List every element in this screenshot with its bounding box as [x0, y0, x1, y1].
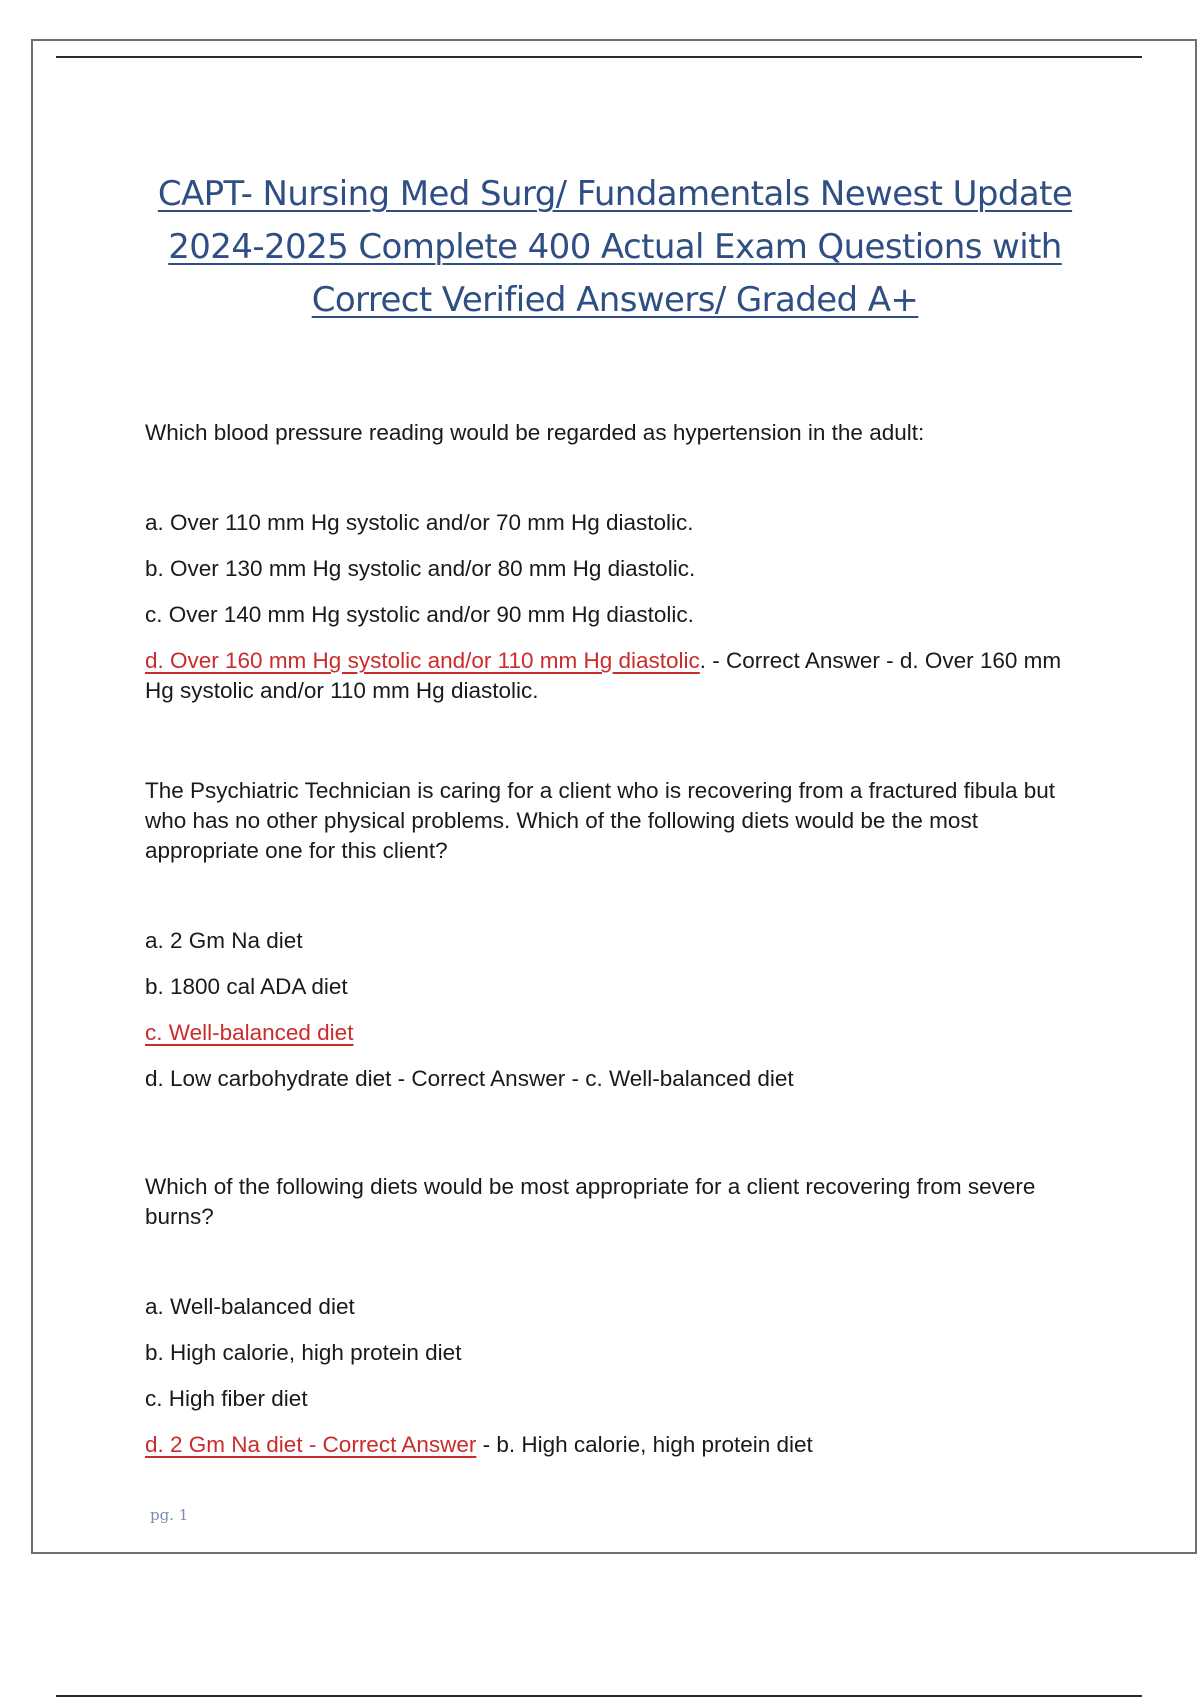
footer-rule — [56, 1695, 1142, 1697]
option-a: a. 2 Gm Na diet — [145, 928, 303, 953]
option-list — [145, 926, 1085, 1094]
option-d — [145, 1430, 1085, 1460]
highlighted-answer: d. Over 160 mm Hg systolic and/or 110 mm Hg diastolic — [145, 648, 700, 673]
question-text: Which of the following diets would be most appropriate for a client recovering from severe burns? — [145, 1174, 1036, 1229]
document-title — [120, 168, 1110, 327]
title-line-1: CAPT- Nursing Med Surg/ Fundamentals Newest Update — [157, 174, 1073, 214]
question-block-1 — [145, 418, 1085, 722]
option-list — [145, 508, 1085, 706]
question-block-3 — [145, 1172, 1085, 1476]
option-d: d. Low carbohydrate diet - Correct Answer - c. Well-balanced diet — [145, 1066, 794, 1091]
answer-explanation: . - Correct Answer - d. Over 160 mm Hg systolic and/or 110 mm Hg diastolic. — [145, 648, 1062, 703]
option-b: b. High calorie, high protein diet — [145, 1340, 462, 1365]
highlighted-answer: d. 2 Gm Na diet - Correct Answer — [145, 1432, 477, 1457]
header-rule — [56, 56, 1142, 58]
answer-explanation: - b. High calorie, high protein diet — [476, 1432, 813, 1457]
question-text: The Psychiatric Technician is caring for a client who is recovering from a fractured fibula but who has no other physical problems. Which of the following diets would be the most appropriate one for this client? — [145, 778, 1055, 863]
option-c — [145, 1018, 1085, 1048]
option-b: b. 1800 cal ADA diet — [145, 974, 348, 999]
page-number: pg. 1 — [150, 1506, 189, 1524]
option-b: b. Over 130 mm Hg systolic and/or 80 mm Hg diastolic. — [145, 556, 696, 581]
title-line-2: 2024-2025 Complete 400 Actual Exam Questions with — [168, 227, 1062, 267]
question-block-2 — [145, 776, 1085, 1110]
option-list — [145, 1292, 1085, 1460]
title-line-3: Correct Verified Answers/ Graded A+ — [311, 280, 919, 320]
option-d — [145, 646, 1085, 706]
option-a: a. Over 110 mm Hg systolic and/or 70 mm Hg diastolic. — [145, 510, 694, 535]
question-text: Which blood pressure reading would be regarded as hypertension in the adult: — [145, 420, 925, 445]
option-a: a. Well-balanced diet — [145, 1294, 355, 1319]
option-c: c. Over 140 mm Hg systolic and/or 90 mm Hg diastolic. — [145, 602, 694, 627]
highlighted-answer: c. Well-balanced diet — [145, 1020, 354, 1045]
option-c: c. High fiber diet — [145, 1386, 308, 1411]
